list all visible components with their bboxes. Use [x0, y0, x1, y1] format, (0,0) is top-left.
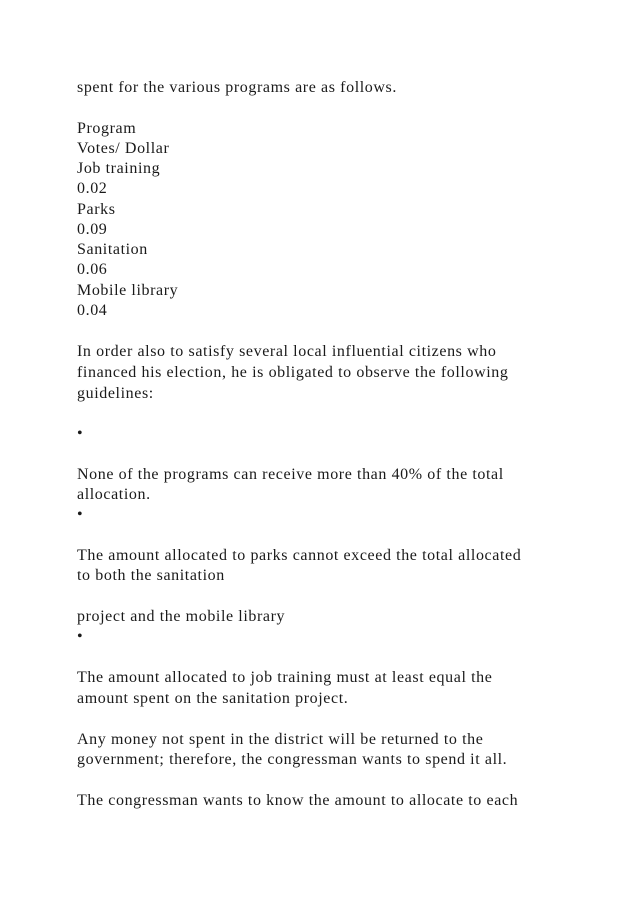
guidelines-intro-line: In order also to satisfy several local influential citizens who — [77, 343, 497, 360]
bullet-1: • — [77, 425, 84, 442]
table-row-votes: 0.09 — [77, 221, 108, 238]
final-paragraph-line: The congressman wants to know the amount to allocate to each — [77, 792, 519, 809]
guideline-2-line: to both the sanitation — [77, 567, 225, 584]
closing-paragraph-line: government; therefore, the congressman wants to spend it all. — [77, 751, 508, 768]
table-row-program: Sanitation — [77, 241, 148, 258]
table-row-votes: 0.06 — [77, 261, 108, 278]
table-row-program: Job training — [77, 160, 161, 177]
guideline-3-line: amount spent on the sanitation project. — [77, 690, 349, 707]
closing-paragraph-line: Any money not spent in the district will be returned to the — [77, 731, 484, 748]
guideline-3-line: The amount allocated to job training must at least equal the — [77, 669, 493, 686]
guideline-1-line: None of the programs can receive more than 40% of the total — [77, 466, 504, 483]
guideline-2-line: The amount allocated to parks cannot exceed the total allocated — [77, 547, 522, 564]
guidelines-intro-line: guidelines: — [77, 385, 154, 402]
bullet-3: • — [77, 628, 84, 645]
guideline-1-line: allocation. — [77, 486, 151, 503]
table-row-program: Mobile library — [77, 282, 179, 299]
guideline-2-line: project and the mobile library — [77, 608, 286, 625]
table-header-program: Program — [77, 120, 137, 137]
table-row-program: Parks — [77, 201, 116, 218]
table-header-votes: Votes/ Dollar — [77, 140, 170, 157]
bullet-2: • — [77, 506, 84, 523]
table-row-votes: 0.02 — [77, 180, 108, 197]
guidelines-intro-line: financed his election, he is obligated to observe the following — [77, 364, 509, 381]
table-row-votes: 0.04 — [77, 302, 108, 319]
intro-text: spent for the various programs are as follows. — [77, 79, 397, 96]
